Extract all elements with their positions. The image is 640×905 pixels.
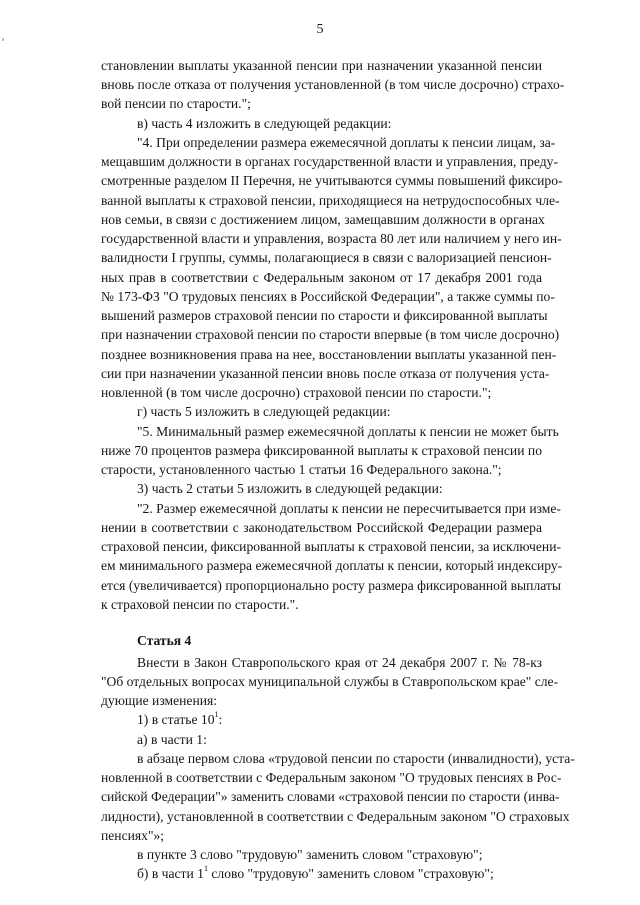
text-line: в абзаце первом слова «трудовой пенсии по старости (инвалидности), уста- bbox=[137, 751, 575, 766]
text-line: 3) часть 2 статьи 5 изложить в следующей редакции: bbox=[137, 481, 443, 496]
page-number: 5 bbox=[316, 22, 324, 37]
text-line: "2. Размер ежемесячной доплаты к пенсии не пересчитывается при изме- bbox=[137, 501, 561, 516]
text-line: 1) в статье $10^1$: bbox=[137, 710, 223, 727]
text-line: мещавшим должности в органах государственной власти и управления, преду- bbox=[101, 154, 558, 169]
text-line: ванной выплаты к страховой пенсии, приходящиеся на нетрудоспособных чле- bbox=[101, 193, 560, 208]
text-line: "5. Минимальный размер ежемесячной доплаты к пенсии не может быть bbox=[137, 424, 559, 439]
text-line: г) часть 5 изложить в следующей редакции: bbox=[137, 404, 391, 419]
text-line: позднее возникновения права на нее, восстановлении выплаты указанной пен- bbox=[101, 347, 557, 362]
text-line: в пункте 3 слово "трудовую" заменить словом "страховую"; bbox=[137, 847, 483, 862]
text-line: к страховой пенсии по старости.". bbox=[101, 597, 299, 612]
text-line: нении в соответствии с законодательством Российской Федерации размера bbox=[101, 520, 542, 535]
text-line: б) в части $1^1$ слово "трудовую" заменить словом "страховую"; bbox=[137, 864, 494, 881]
text-line: ем минимального размера ежемесячной доплаты к пенсии, который индексиру- bbox=[101, 558, 563, 573]
text-line: сии при назначении указанной пенсии вновь после отказа от получения уста- bbox=[101, 366, 550, 381]
text-line: при назначении страховой пенсии по старости впервые (в том числе досрочно) bbox=[101, 327, 560, 342]
text-line: сийской Федерации"» заменить словами «страховой пенсии по старости (инва- bbox=[101, 789, 560, 804]
superscript: 1 bbox=[214, 710, 219, 719]
text-line: лидности), установленной в соответствии с Федеральным законом "О страховых bbox=[101, 809, 570, 824]
article-heading: Статья 4 bbox=[137, 633, 192, 648]
text-line: № 173-ФЗ "О трудовых пенсиях в Российской Федерации", а также суммы по- bbox=[101, 289, 555, 304]
text-line: Внести в Закон Ставропольского края от 24 декабря 2007 г. № 78-кз bbox=[137, 655, 542, 670]
text-line: в) часть 4 изложить в следующей редакции: bbox=[137, 116, 392, 131]
text-line: вышений размеров страховой пенсии по старости и фиксированной выплаты bbox=[101, 308, 548, 323]
text-line: валидности I группы, суммы, полагающиеся в связи с валоризацией пенсион- bbox=[101, 250, 552, 265]
text-line: старости, установленного частью 1 статьи 16 Федерального закона."; bbox=[101, 462, 502, 477]
text-line: нов семьи, в связи с достижением лицом, замещавшим должности в органах bbox=[101, 212, 545, 227]
text-line: а) в части 1: bbox=[137, 732, 207, 747]
text-line: вой пенсии по старости."; bbox=[101, 96, 251, 111]
text-line: становлении выплаты указанной пенсии при назначении указанной пенсии bbox=[101, 58, 542, 73]
text-line: ных прав в соответствии с Федеральным законом от 17 декабря 2001 года bbox=[101, 270, 542, 285]
text-line: смотренные разделом II Перечня, не учитываются суммы повышений фиксиро- bbox=[101, 173, 563, 188]
text-line: государственной власти и управления, возраста 80 лет или наличием у него ин- bbox=[101, 231, 562, 246]
text-line: новленной (в том числе досрочно) страховой пенсии по старости."; bbox=[101, 385, 492, 400]
text-line: пенсиях"»; bbox=[101, 828, 165, 843]
text-line: "Об отдельных вопросах муниципальной службы в Ставропольском крае" сле- bbox=[101, 674, 559, 689]
text-line: дующие изменения: bbox=[101, 693, 218, 708]
scan-artifact bbox=[2, 38, 4, 41]
text-line: вновь после отказа от получения установленной (в том числе досрочно) страхо- bbox=[101, 77, 565, 92]
text-line: страховой пенсии, фиксированной выплаты к страховой пенсии, за исключени- bbox=[101, 539, 562, 554]
text-line: "4. При определении размера ежемесячной доплаты к пенсии лицам, за- bbox=[137, 135, 556, 150]
text-line: новленной в соответствии с Федеральным законом "О трудовых пенсиях в Рос- bbox=[101, 770, 562, 785]
text-line: ниже 70 процентов размера фиксированной выплаты к страховой пенсии по bbox=[101, 443, 542, 458]
superscript: 1 bbox=[203, 864, 208, 873]
text-line: ется (увеличивается) пропорционально росту размера фиксированной выплаты bbox=[101, 578, 561, 593]
